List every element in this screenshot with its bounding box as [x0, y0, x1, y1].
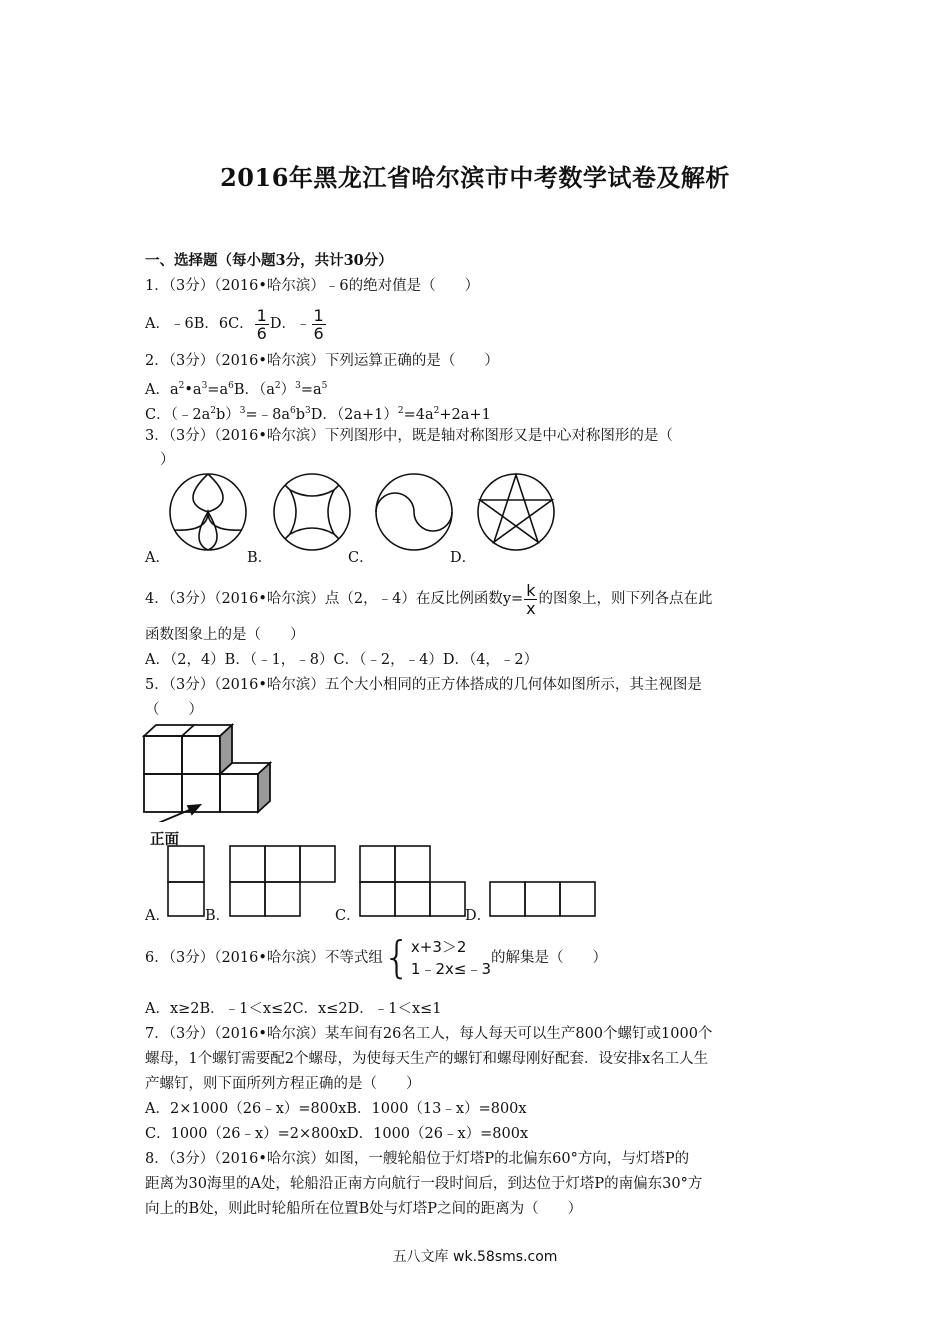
q5-label-b: B．	[205, 908, 231, 924]
q3-figure-b	[274, 474, 350, 550]
q2-s4: 2	[274, 381, 281, 391]
q2-options-cd	[145, 402, 491, 424]
q1-options	[145, 305, 327, 343]
q6-brace: {	[382, 932, 411, 983]
q2-v3: 6	[290, 406, 296, 416]
q1-stem: 1．（3分）（2016•哈尔滨）﹣6的绝对值是（ ）	[145, 278, 480, 294]
footer-watermark: 五八文库 wk.58sms.com	[392, 1249, 558, 1265]
q3-figures	[168, 472, 558, 556]
q6-options: A．x≥2B．﹣1＜x≤2C．x≤2D．﹣1＜x≤1	[145, 1001, 442, 1017]
q5-view-d	[490, 882, 595, 916]
q6-stem	[145, 932, 607, 984]
q3-label-d: D．	[450, 550, 477, 566]
q2-v6: 2	[433, 406, 440, 416]
q2-v4: 3	[305, 406, 311, 416]
q7-line1: 7．（3分）（2016•哈尔滨）某车间有26名工人，每人每天可以生产800个螺钉或1000个	[145, 1026, 713, 1042]
q5-label-c: C．	[335, 908, 361, 924]
q5-label-d: D．	[465, 908, 492, 924]
q1-frac-d	[312, 307, 326, 342]
q5-view-a	[168, 846, 204, 916]
q4-frac	[524, 582, 537, 617]
q3-stem-end: ）	[160, 452, 175, 468]
q2-v2: 3	[239, 406, 246, 416]
q2-t1: A．a	[145, 382, 179, 398]
q7-options-ab: A．2×1000（26﹣x）=800xB．1000（13﹣x）=800x	[145, 1101, 527, 1117]
q3-stem: 3．（3分）（2016•哈尔滨）下列图形中，既是轴对称图形又是中心对称图形的是（	[145, 428, 673, 444]
q1-frac-d-den: 6	[313, 323, 324, 343]
q3-figure-c	[376, 474, 452, 550]
q1-frac-c-den: 6	[256, 323, 267, 343]
q2-u7: +2a+1	[439, 407, 491, 423]
q5-stem: 5．（3分）（2016•哈尔滨）五个大小相同的正方体搭成的几何体如图所示，其主视图是	[145, 677, 702, 693]
q4-stem-b: 的图象上，则下列各点在此	[538, 591, 713, 607]
q1-frac-d-num: 1	[313, 305, 324, 325]
q6-stem-a: 6．（3分）（2016•哈尔滨）不等式组	[145, 950, 383, 966]
q7-line3: 产螺钉，则下面所列方程正确的是（ ）	[145, 1076, 421, 1092]
q2-u2: b）	[215, 407, 240, 423]
q5-stem-end: （ ）	[145, 702, 203, 718]
q4-stem-c: 函数图象上的是（ ）	[145, 627, 305, 643]
q2-u5: D．（2a+1）	[310, 407, 398, 423]
q4-frac-num: k	[526, 580, 536, 600]
q5-label-a: A．	[145, 908, 170, 924]
q2-s5: 3	[295, 381, 301, 391]
q3-figure-a	[170, 474, 246, 550]
q4-stem	[145, 580, 712, 618]
q2-s2: 3	[201, 381, 208, 391]
q4-frac-den: x	[526, 598, 536, 618]
q2-s3: 6	[228, 381, 234, 391]
q4-stem-a: 4．（3分）（2016•哈尔滨）点（2，﹣4）在反比例函数y=	[145, 591, 524, 607]
q8-line2: 距离为30海里的A处，轮船沿正南方向航行一段时间后，到达位于灯塔P的南偏东30°方	[145, 1176, 703, 1192]
q5-view-c	[360, 846, 465, 916]
q6-inequality-system	[382, 932, 491, 983]
q6-eq2: 1﹣2x≤﹣3	[410, 960, 491, 978]
q1-opt-d: D．﹣	[269, 316, 311, 332]
q2-u6: =4a	[403, 407, 434, 423]
q2-t2: •a	[184, 382, 202, 398]
q3-label-b: B．	[247, 550, 273, 566]
q5-front-label: 正面	[150, 832, 179, 848]
q6-equations	[411, 936, 491, 980]
q2-u1: C．（﹣2a	[145, 407, 211, 423]
q3-label-a: A．	[145, 550, 170, 566]
q2-u3: =﹣8a	[245, 407, 291, 423]
page-title: 2016年黑龙江省哈尔滨市中考数学试卷及解析	[220, 163, 730, 192]
q2-t4: B．（a	[233, 382, 275, 398]
q2-t3: =a	[207, 382, 229, 398]
q4-options: A．（2，4）B．（﹣1，﹣8）C．（﹣2，﹣4）D．（4，﹣2）	[145, 652, 539, 668]
q5-solid-figure	[142, 722, 282, 822]
q2-u4: b	[295, 407, 306, 423]
q2-s1: 2	[178, 381, 185, 391]
q8-line1: 8．（3分）（2016•哈尔滨）如图，一艘轮船位于灯塔P的北偏东60°方向，与灯塔P的	[145, 1151, 690, 1167]
q2-t5: ）	[280, 382, 296, 398]
q1-opt-ab: A．﹣6B．6C．	[145, 316, 254, 332]
q8-line3: 向上的B处，则此时轮船所在位置B处与灯塔P之间的距离为（ ）	[145, 1201, 583, 1217]
q2-t6: =a	[300, 382, 322, 398]
q1-frac-c	[255, 307, 269, 342]
q2-options-ab	[145, 377, 327, 399]
q5-view-b	[230, 846, 335, 916]
q2-stem: 2．（3分）（2016•哈尔滨）下列运算正确的是（ ）	[145, 353, 499, 369]
q3-label-c: C．	[348, 550, 374, 566]
q6-eq1: x+3＞2	[410, 938, 467, 956]
section-heading: 一、选择题（每小题3分，共计30分）	[145, 252, 393, 269]
q2-s6: 5	[321, 381, 328, 391]
q6-stem-b: 的解集是（ ）	[490, 950, 607, 966]
q7-line2: 螺母，1个螺钉需要配2个螺母，为使每天生产的螺钉和螺母刚好配套．设安排x名工人生	[145, 1051, 709, 1067]
q2-v5: 2	[397, 406, 404, 416]
q3-figure-d	[478, 474, 554, 550]
q1-frac-c-num: 1	[256, 305, 267, 325]
q2-v1: 2	[210, 406, 216, 416]
q7-options-cd: C．1000（26﹣x）=2×800xD．1000（26﹣x）=800x	[145, 1126, 529, 1142]
